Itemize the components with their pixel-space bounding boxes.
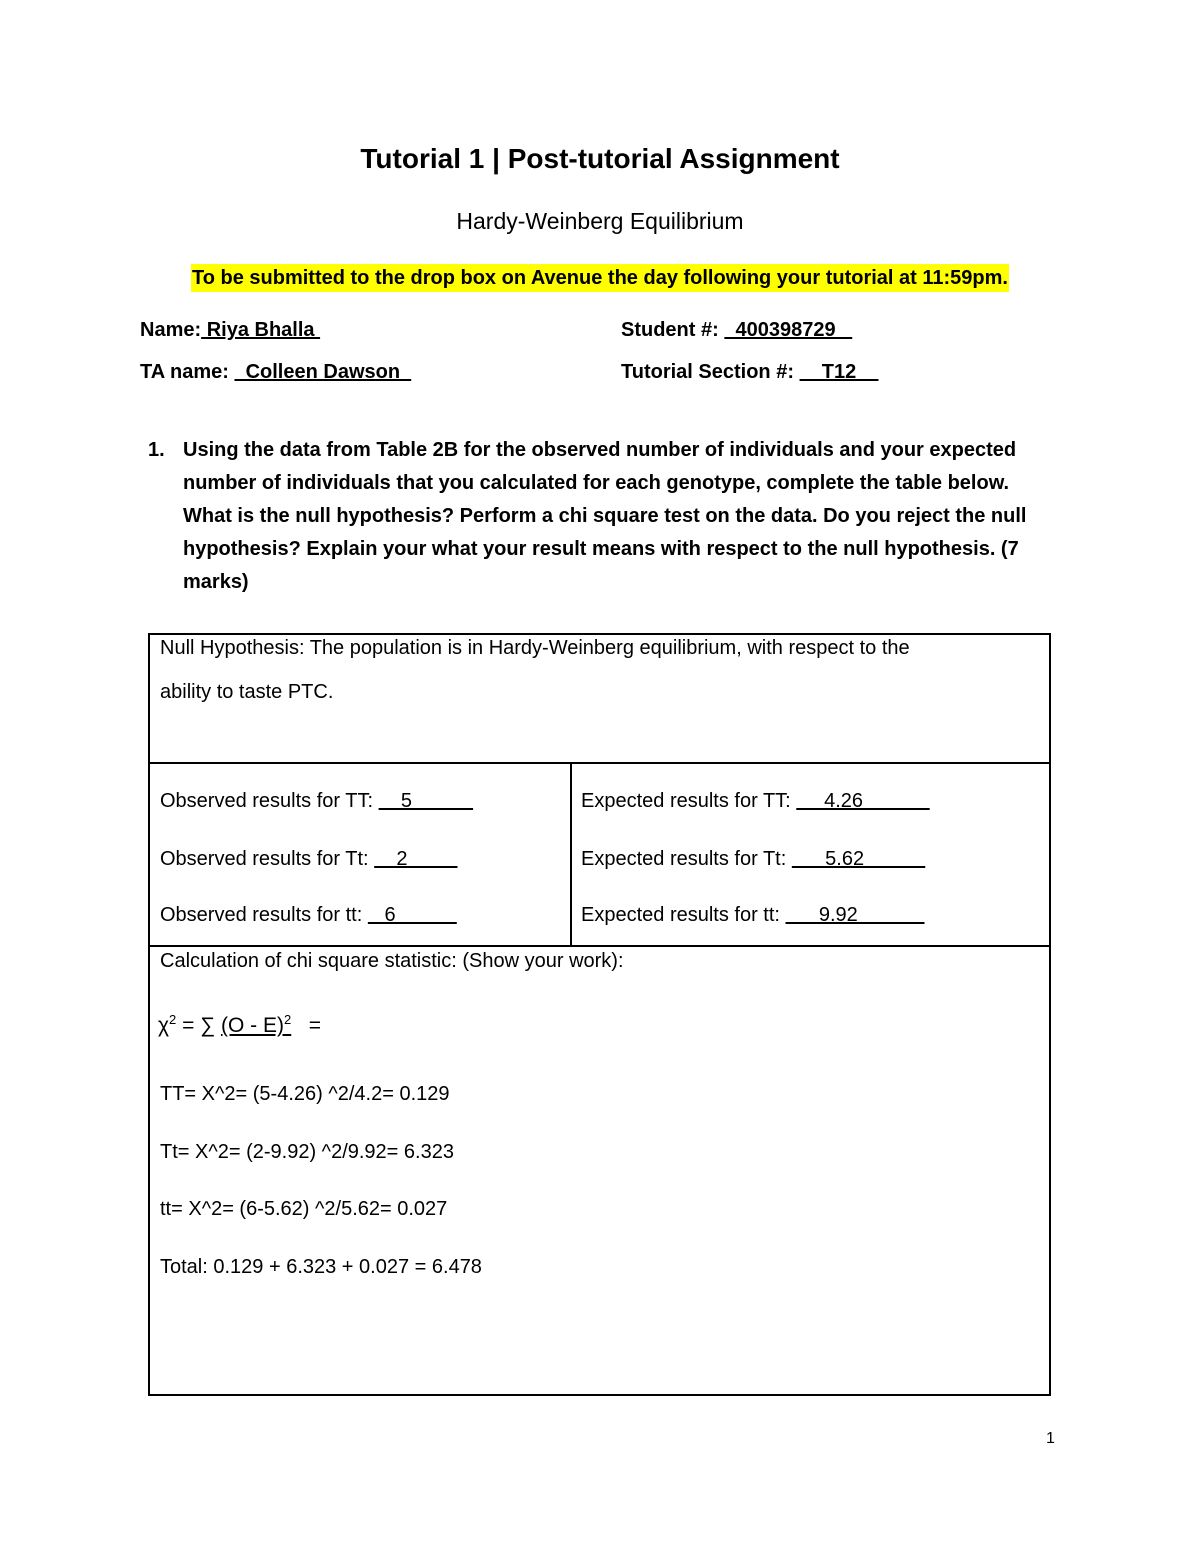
student-number-label: Student #: [621,319,719,341]
tutorial-section-field [621,361,878,384]
calc-line-total: Total: 0.129 + 6.323 + 0.027 = 6.478 [160,1256,482,1278]
formula-equals: = [291,1014,322,1037]
observed-Tt-row [160,848,458,871]
formula-sum: = ∑ [176,1014,222,1037]
name-field [140,319,320,342]
expected-TT-row [581,790,930,813]
observed-tt-row [160,904,457,927]
expected-tt-value: 9.92 [785,904,925,926]
formula-numerator-exponent: 2 [284,1012,292,1027]
formula-numerator-text: (O - E) [221,1014,285,1037]
expected-Tt-label: Expected results for Tt: [581,848,792,870]
tutorial-section-value: T12 [799,361,879,383]
calc-line-Tt: Tt= X^2= (2-9.92) ^2/9.92= 6.323 [160,1141,454,1163]
expected-tt-row [581,904,924,927]
ta-name-field [140,361,411,384]
student-number-field [621,319,852,342]
observed-tt-label: Observed results for tt: [160,904,368,926]
calculation-heading: Calculation of chi square statistic: (Show your work): [160,950,624,972]
page-subtitle: Hardy-Weinberg Equilibrium [456,208,744,234]
observed-Tt-value: 2 [374,848,458,870]
calc-line-TT: TT= X^2= (5-4.26) ^2/4.2= 0.129 [160,1083,450,1105]
name-label: Name: [140,319,202,341]
tutorial-section-label: Tutorial Section #: [621,361,794,383]
calc-line-tt: tt= X^2= (6-5.62) ^2/5.62= 0.027 [160,1198,448,1220]
null-hypothesis-line-2: ability to taste PTC. [160,681,334,703]
chi-exponent: 2 [169,1012,177,1027]
question-text: Using the data from Table 2B for the observed number of individuals and your expected number of individuals that you calculated for each genotype, complete the table below. What is the null hypothesis? Perform a chi square test on the data. Do you reject the null hypothesis? Explain your what your result means with respect to the null hypothesis. (7 marks) [183,439,1027,593]
name-value: Riya Bhalla [201,319,321,341]
expected-TT-label: Expected results for TT: [581,790,797,812]
expected-Tt-row [581,848,925,871]
formula-numerator [221,1014,291,1037]
expected-tt-label: Expected results for tt: [581,904,786,926]
expected-TT-value: 4.26 [796,790,930,812]
page-title: Tutorial 1 | Post-tutorial Assignment [360,143,840,174]
student-number-value: 400398729 [724,319,853,341]
table-divider-vertical [570,763,572,946]
observed-TT-value: 5 [378,790,474,812]
observed-Tt-label: Observed results for Tt: [160,848,375,870]
ta-name-value: Colleen Dawson [234,361,412,383]
table-divider-bottom [148,945,1051,947]
chi-square-formula [158,1012,321,1038]
expected-Tt-value: 5.62 [791,848,926,870]
ta-name-label: TA name: [140,361,229,383]
table-divider-top [148,762,1051,764]
observed-TT-row [160,790,473,813]
chi-symbol: χ [158,1014,170,1037]
observed-tt-value: 6 [367,904,457,926]
submission-notice-wrap [0,264,1200,292]
page-number: 1 [1046,1430,1055,1447]
observed-TT-label: Observed results for TT: [160,790,379,812]
submission-notice: To be submitted to the drop box on Avenue the day following your tutorial at 11:59pm. [191,264,1009,292]
question-number: 1. [148,439,165,461]
null-hypothesis-line-1: Null Hypothesis: The population is in Hardy-Weinberg equilibrium, with respect to the [160,637,910,659]
